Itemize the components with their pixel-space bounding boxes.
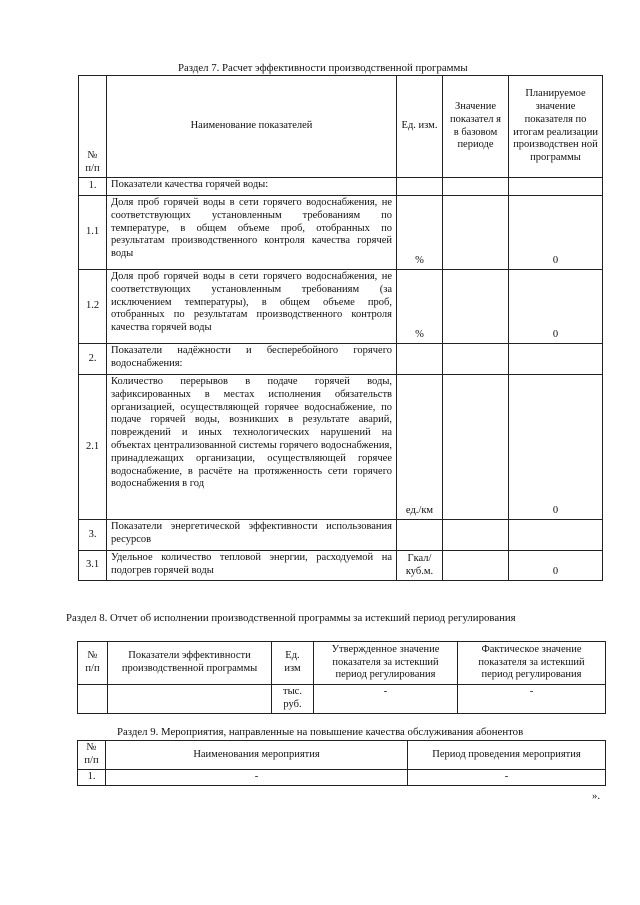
row-unit: %: [397, 270, 443, 344]
header-actual: Фактическое значение показателя за истекший период регулирования: [458, 642, 606, 685]
row-name: Показатели надёжности и бесперебойного горячего водоснабжения:: [107, 344, 397, 375]
header-name: Показатели эффективности производственной программы: [108, 642, 272, 685]
table-header-row: [78, 741, 606, 770]
report-table: [77, 641, 606, 714]
row-num: [78, 685, 108, 714]
row-plan: 0: [509, 196, 603, 270]
section7-title: Раздел 7. Расчет эффективности производственной программы: [178, 62, 468, 74]
table-row: [79, 520, 603, 551]
row-approved: -: [314, 685, 458, 714]
row-num: 1.1: [79, 196, 107, 270]
row-num: 2.1: [79, 375, 107, 520]
table-row: [79, 344, 603, 375]
row-num: 1.: [79, 178, 107, 196]
table-header-row: [79, 76, 603, 178]
row-name: Доля проб горячей воды в сети горячего водоснабжения, не соответствующих установленным требованиям (за исключением температуры), в общем объеме проб, отобранных по результатам производственного контроля качества горячей воды: [107, 270, 397, 344]
row-unit: [397, 520, 443, 551]
row-base: [443, 270, 509, 344]
row-unit: Гкал/ куб.м.: [397, 551, 443, 581]
table-row: [79, 196, 603, 270]
row-unit: [397, 178, 443, 196]
header-name: Наименование показателей: [107, 76, 397, 178]
row-plan: 0: [509, 375, 603, 520]
row-actual: -: [458, 685, 606, 714]
row-name: -: [106, 770, 408, 786]
header-unit: Ед. изм.: [397, 76, 443, 178]
header-approved: Утвержденное значение показателя за истекший период регулирования: [314, 642, 458, 685]
row-unit: [397, 344, 443, 375]
activities-table: [77, 740, 606, 786]
row-unit: тыс. руб.: [272, 685, 314, 714]
section9-title: Раздел 9. Мероприятия, направленные на повышение качества обслуживания абонентов: [117, 726, 524, 738]
table-header-row: [78, 642, 606, 685]
row-base: [443, 551, 509, 581]
row-plan: [509, 520, 603, 551]
row-num: 3.: [79, 520, 107, 551]
header-name: Наименования мероприятия: [106, 741, 408, 770]
closing-mark: ».: [592, 790, 601, 802]
header-plan: Планируемое значение показателя по итогам реализации производствен ной программы: [509, 76, 603, 178]
efficiency-table: [78, 75, 603, 581]
row-num: 1.2: [79, 270, 107, 344]
table-row: [79, 375, 603, 520]
row-num: 1.: [78, 770, 106, 786]
header-num: № п/п: [79, 76, 107, 178]
table-row: [78, 685, 606, 714]
row-base: [443, 196, 509, 270]
section8-title: Раздел 8. Отчет об исполнении производственной программы за истекший период регулирования: [66, 612, 516, 624]
table-row: [78, 770, 606, 786]
header-period: Период проведения мероприятия: [408, 741, 606, 770]
row-base: [443, 520, 509, 551]
row-period: -: [408, 770, 606, 786]
header-unit: Ед. изм: [272, 642, 314, 685]
row-base: [443, 344, 509, 375]
row-unit: ед./км: [397, 375, 443, 520]
table-row: [79, 551, 603, 581]
header-base: Значение показател я в базовом периоде: [443, 76, 509, 178]
row-plan: [509, 178, 603, 196]
row-unit: %: [397, 196, 443, 270]
row-plan: 0: [509, 270, 603, 344]
header-num: № п/п: [78, 741, 106, 770]
table-row: [79, 178, 603, 196]
row-name: [108, 685, 272, 714]
row-num: 2.: [79, 344, 107, 375]
row-plan: [509, 344, 603, 375]
row-name: Удельное количество тепловой энергии, расходуемой на подогрев горячей воды: [107, 551, 397, 581]
row-name: Доля проб горячей воды в сети горячего водоснабжения, не соответствующих установленным требованиям по температуре, в общем объеме проб, отобранных по результатам производственного контроля качества горячей воды: [107, 196, 397, 270]
row-base: [443, 375, 509, 520]
row-base: [443, 178, 509, 196]
row-plan: 0: [509, 551, 603, 581]
row-num: 3.1: [79, 551, 107, 581]
table-row: [79, 270, 603, 344]
row-name: Показатели энергетической эффективности использования ресурсов: [107, 520, 397, 551]
row-name: Показатели качества горячей воды:: [107, 178, 397, 196]
header-num: № п/п: [78, 642, 108, 685]
row-name: Количество перерывов в подаче горячей воды, зафиксированных в местах исполнения обязательств организацией, осуществляющей горячее водоснабжение, по подаче горячей воды, возникших в результате аварий, повреждений и иных технологических нарушений на объектах централизованной системы горячего водоснабжения, принадлежащих организации, осуществляющей горячее водоснабжение, в расчёте на протяженность сети горячего водоснабжения в год: [107, 375, 397, 520]
